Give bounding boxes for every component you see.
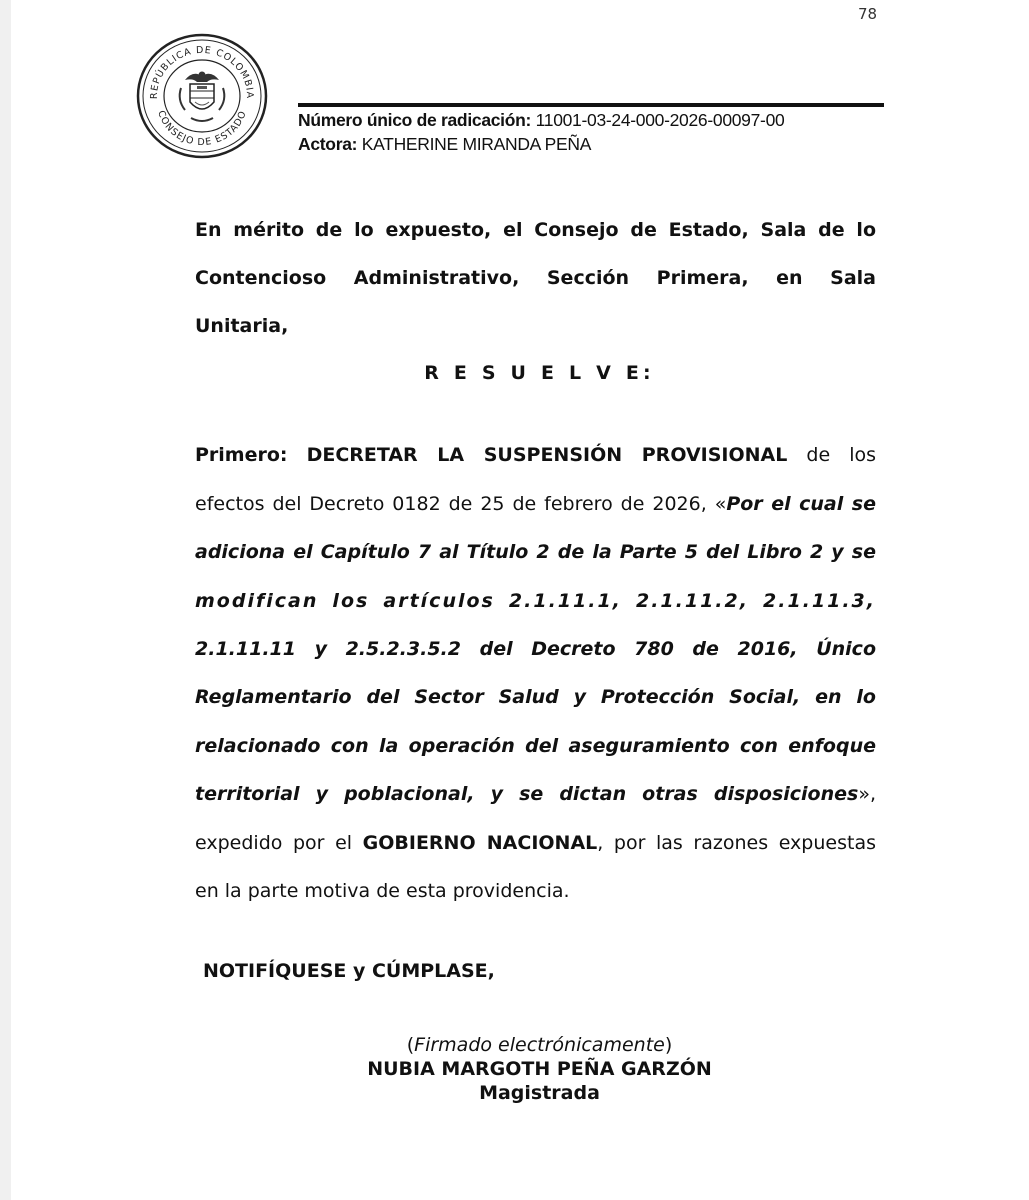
- primero-label: Primero:: [195, 444, 288, 466]
- primero-line-8: [195, 781, 876, 807]
- page-edge: [0, 0, 11, 1200]
- primero-line-8-bold: territorial y poblacional, y se dictan otras disposiciones: [195, 783, 859, 805]
- primero-line-2: [195, 491, 876, 517]
- primero-line-5: 2.1.11.11 y 2.5.2.3.5.2 del Decreto 780 de 2016, Único: [195, 638, 876, 660]
- primero-line-8-end: »,: [858, 783, 876, 805]
- primero-line-2-bold: Por el cual se: [726, 493, 876, 515]
- consejo-de-estado-seal-icon: [135, 32, 269, 160]
- signer-name: NUBIA MARGOTH PEÑA GARZÓN: [367, 1058, 712, 1080]
- radicacion-label: Número único de radicación:: [298, 110, 532, 130]
- primero-line-9-pre: expedido por el: [195, 832, 363, 854]
- intro-line-1: En mérito de lo expuesto, el Consejo de Estado, Sala de lo: [195, 219, 876, 241]
- radicacion-value: 11001-03-24-000-2026-00097-00: [535, 110, 785, 130]
- actora-line: [298, 132, 784, 156]
- svg-text:CONSEJO DE ESTADO: CONSEJO DE ESTADO: [155, 109, 249, 149]
- closing-formula: NOTIFÍQUESE y CÚMPLASE,: [203, 960, 495, 982]
- primero-line-2-text: efectos del Decreto 0182 de 25 de febrero de 2026, «: [195, 493, 727, 515]
- gobierno-nacional: GOBIERNO NACIONAL: [362, 832, 598, 854]
- primero-line-1-rest: de los: [806, 444, 877, 466]
- case-header: [298, 108, 784, 156]
- primero-line-1: [195, 442, 876, 468]
- signer-title: Magistrada: [479, 1082, 600, 1104]
- intro-line-2: Contencioso Administrativo, Sección Primera, en Sala: [195, 267, 876, 289]
- primero-line-4: modifican los artículos 2.1.11.1, 2.1.11.2, 2.1.11.3,: [195, 590, 876, 612]
- header-rule: [298, 103, 884, 107]
- primero-line-3: adiciona el Capítulo 7 al Título 2 de la Parte 5 del Libro 2 y se: [195, 541, 876, 563]
- resuelve-heading: R E S U E L V E:: [424, 362, 655, 384]
- primero-line-7: relacionado con la operación del aseguramiento con enfoque: [195, 735, 876, 757]
- primero-line-10: en la parte motiva de esta providencia.: [195, 880, 570, 902]
- decree-action: DECRETAR LA SUSPENSIÓN PROVISIONAL: [306, 444, 788, 466]
- primero-line-9-post: , por las razones expuestas: [597, 832, 876, 854]
- actora-value: KATHERINE MIRANDA PEÑA: [361, 134, 592, 154]
- radicacion-line: [298, 108, 784, 132]
- svg-text:REPÚBLICA DE COLOMBIA: REPÚBLICA DE COLOMBIA: [148, 44, 256, 100]
- signature-note: (Firmado electrónicamente): [406, 1034, 673, 1056]
- primero-line-6: Reglamentario del Sector Salud y Protección Social, en lo: [195, 686, 876, 708]
- intro-line-3: Unitaria,: [195, 315, 289, 337]
- actora-label: Actora:: [298, 134, 358, 154]
- primero-line-9: [195, 830, 876, 856]
- page-number: 78: [858, 5, 878, 23]
- signature-note-text: Firmado electrónicamente: [414, 1034, 665, 1056]
